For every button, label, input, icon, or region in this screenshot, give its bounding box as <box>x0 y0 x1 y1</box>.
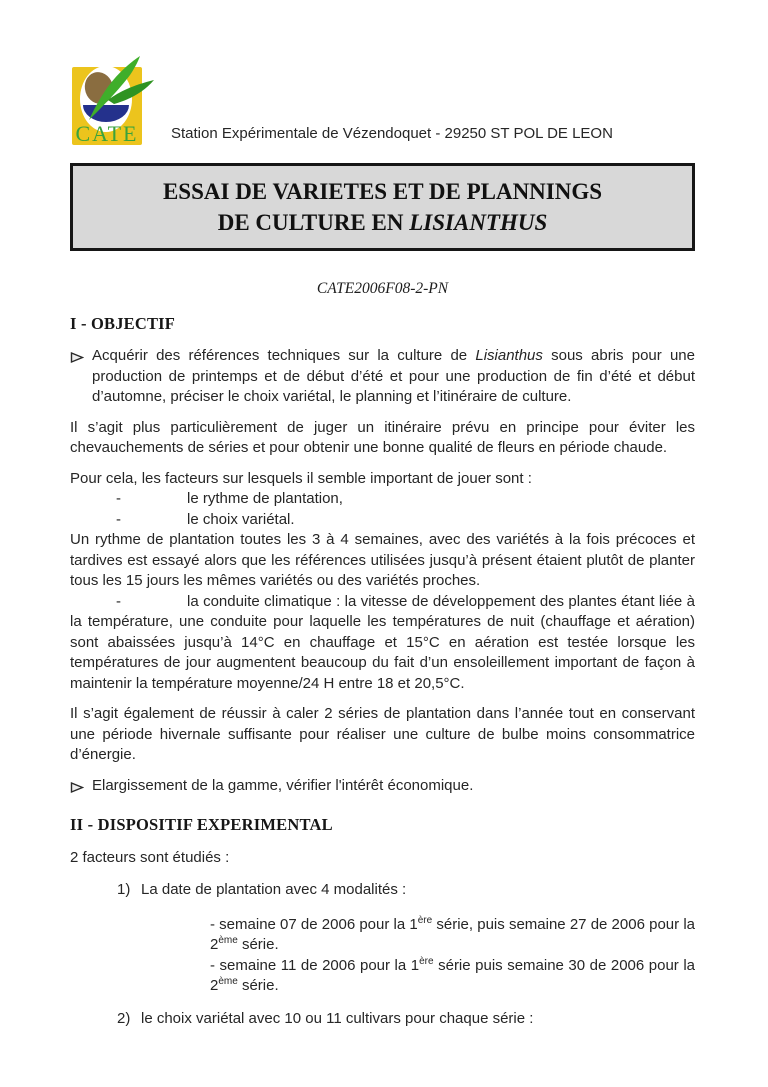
bullet-text-italic: Lisianthus <box>475 347 543 364</box>
paragraph-itineraire: Il s’agit plus particulièrement de juger un itinéraire prévu en principe pour éviter les chevauchements de séries et pour obtenir une bonne qualité de fleurs en période chaude. <box>70 418 695 456</box>
bullet-text-pre: Acquérir des références techniques sur la culture de <box>92 347 476 364</box>
arrow-bullet-icon <box>70 346 92 408</box>
sub-item-text: - semaine 11 de 2006 pour la 1 <box>210 956 420 974</box>
ordinal-superscript: ème <box>218 976 238 987</box>
report-title-line2-prefix: DE CULTURE EN <box>217 210 410 235</box>
objective-bullet-2 <box>70 776 695 801</box>
dispositif-intro-line: 2 facteurs sont étudiés : <box>70 848 230 866</box>
dash-bullet: - <box>116 510 121 528</box>
paragraph-deux-series: Il s’agit également de réussir à caler 2 séries de plantation dans l’année tout en conservant une période hivernale suffisante pour réaliser une culture de bulbe moins consommatrice d’énergie. <box>70 705 695 763</box>
section-heading-objectif: I - OBJECTIF <box>70 313 176 333</box>
station-address-line: Station Expérimentale de Vézendoquet - 29250 ST POL DE LEON <box>171 124 613 142</box>
ordinal-superscript: ème <box>218 935 238 946</box>
factors-intro-line: Pour cela, les facteurs sur lesquels il semble important de jouer sont : <box>70 469 532 487</box>
planting-weeks-subblock <box>210 915 695 997</box>
sub-item-text: - semaine 07 de 2006 pour la 1 <box>210 915 418 933</box>
report-title-line2-italic: LISIANTHUS <box>409 210 548 235</box>
bullet-text-post: sous abris pour une production de printemps et de début d’été et pour une production de fin d’été et début d’automne, préciser le choix variétal, le planning et l’itinéraire de culture. <box>92 347 695 405</box>
numbered-item-2 <box>70 1009 695 1030</box>
sub-item-week07 <box>210 915 695 956</box>
ordinal-superscript: ère <box>417 914 433 926</box>
dash-item-text: le choix variétal. <box>187 510 295 528</box>
item-number: 2) <box>117 1009 131 1027</box>
document-header <box>70 0 695 145</box>
sub-item-text: série, puis semaine 27 de 2006 pour la 2 <box>210 915 695 953</box>
dash-bullet: - <box>116 592 121 610</box>
report-title-box <box>70 163 695 251</box>
item-text: La date de plantation avec 4 modalités : <box>141 881 407 898</box>
report-reference: CATE2006F08-2-PN <box>316 280 449 297</box>
sub-item-text: série puis semaine 30 de 2006 pour la 2 <box>210 956 695 994</box>
section-heading-dispositif: II - DISPOSITIF EXPERIMENTAL <box>70 815 333 834</box>
logo-text: CATE <box>75 121 139 145</box>
dash-item-rythme <box>70 489 695 510</box>
dash-item-choix <box>70 510 695 531</box>
numbered-item-1 <box>70 880 695 901</box>
dash-item-conduite-climatique <box>70 592 695 695</box>
item-number: 1) <box>117 881 131 898</box>
dash-item-text: la conduite climatique : la vitesse de développement des plantes étant liée à la température, une conduite pour laquelle les températures de nuit (chauffage et aération) sont abaissées jusqu’à 14°C en chauffage et 15°C en aération est testée lorsque les températures de jour augmentent beaucoup du fait d’un ensoleillement important de façon à maintenir la température moyenne/24 H entre 18 et 20,5°C. <box>70 592 695 692</box>
ordinal-superscript: ère <box>419 955 434 967</box>
sub-item-text: série. <box>237 936 279 953</box>
report-title-line1: ESSAI DE VARIETES ET DE PLANNINGS <box>162 179 603 204</box>
dash-bullet: - <box>116 490 121 507</box>
sub-item-text: série. <box>237 977 279 994</box>
sub-item-week11 <box>210 956 695 997</box>
factors-block <box>70 469 695 695</box>
paragraph-rythme-detail: Un rythme de plantation toutes les 3 à 4 semaines, avec des variétés à la fois précoces et tardives est essayé alors que les références utilisées jusqu’à présent étaient plutôt de planter tous les 15 jours les mêmes variétés ou des variétés proches. <box>70 531 695 589</box>
cate-logo <box>70 55 156 145</box>
report-title-line2 <box>218 207 548 238</box>
dash-item-text: le rythme de plantation, <box>187 490 343 507</box>
objective-bullet-2-text: Elargissement de la gamme, vérifier l'intérêt économique. <box>92 776 474 794</box>
arrow-bullet-icon <box>70 776 92 801</box>
objective-bullet-1 <box>70 346 695 408</box>
item-text: le choix variétal avec 10 ou 11 cultivars pour chaque série : <box>141 1009 534 1027</box>
objective-bullet-1-text <box>92 346 695 408</box>
